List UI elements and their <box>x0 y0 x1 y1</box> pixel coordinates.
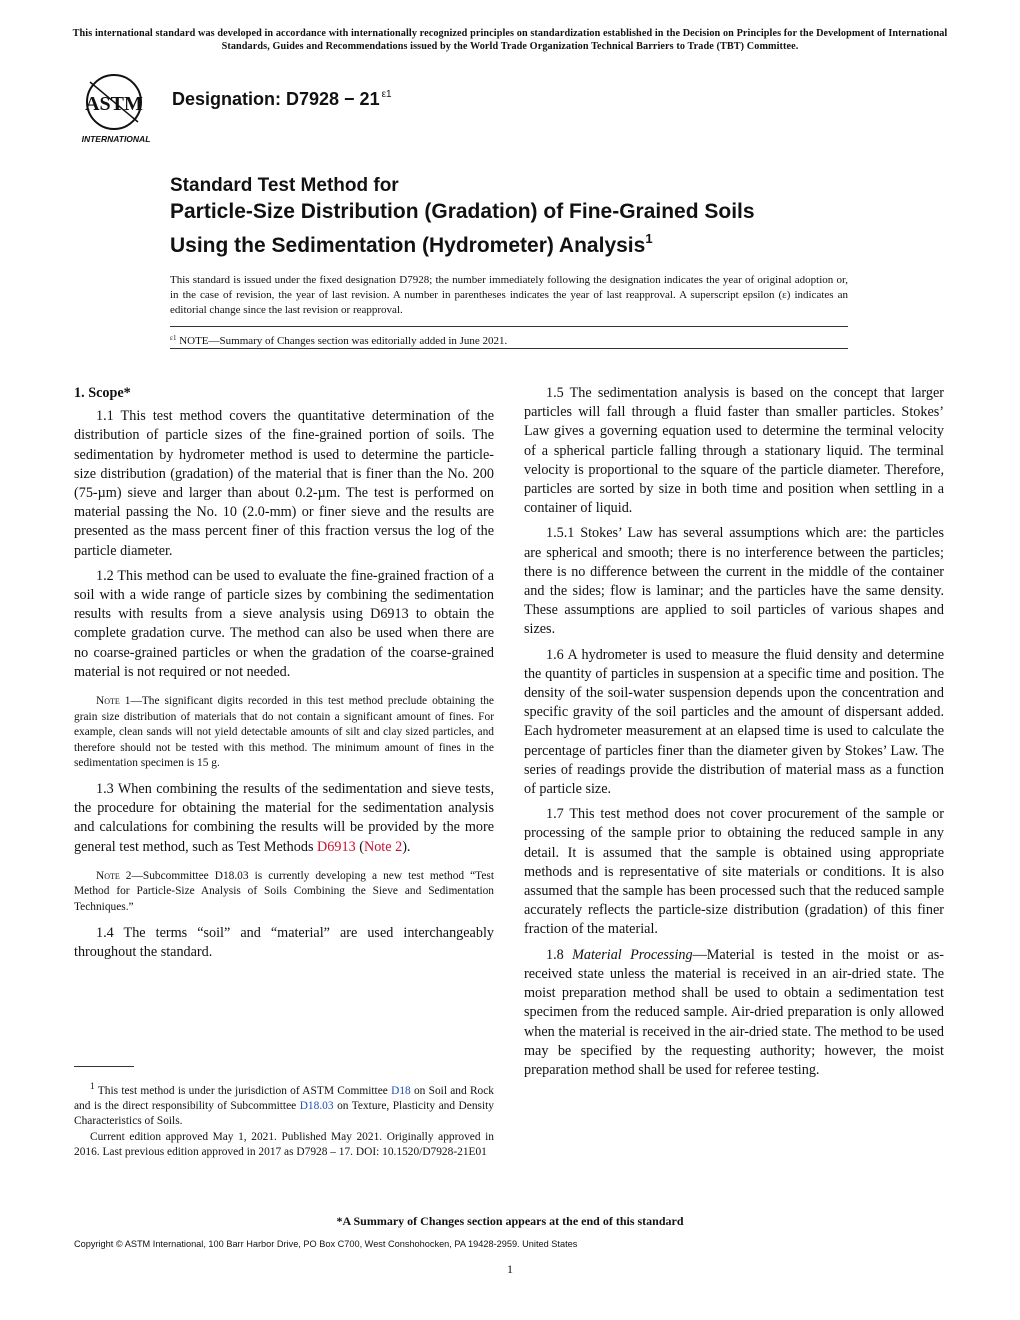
wto-notice: This international standard was developed in accordance with internationally recognized principles on standardization established in the Decision on Principles for the Development of International Standards, Guides and Recommendations issued by the World Trade Organization Technical Barriers to Trade (TBT) Committee. <box>72 28 948 52</box>
paragraph-1-8: 1.8 Material Processing—Material is tested in the moist or as-received state unless the material is received in an air-dried state. The moist preparation method shall be used to obtain a sedimentation test specimen from the reduced sample. Air-dried preparation is only allowed when the material is received in the air-dried state. The method to be used may be specified by the requesting authority; however, the moist preparation method shall be used for referee testing. <box>524 946 945 1078</box>
divider <box>170 348 848 349</box>
note-2: Note 2—Subcommittee D18.03 is currently developing a new test method “Test Method for Particle-Size Analysis of Soils Combining the Sieve and Sedimentation Techniques.” <box>74 869 494 914</box>
link-d6913[interactable]: D6913 <box>317 838 356 855</box>
note-1: Note 1—The significant digits recorded in this test method preclude obtaining the grain size distribution of materials that do not contain a significant amount of fines. For example, clean sands will not yield detectable amounts of silt and clay sized particles, and therefore should not be tested with this method. The minimum amount of fines in the sedimentation specimen is 15 g. <box>74 695 494 770</box>
right-column <box>524 384 944 1086</box>
paragraph-1-6: 1.6 A hydrometer is used to measure the fluid density and determine the quantity of particles in suspension at a specific time and position. The density of the soil-water suspension depends upon the concentration and specific gravity of the soil particles and the amount of dispersant added. Each hydrometer measurement at an elapsed time is used to calculate the percentage of particles finer than the diameter given by Stokes’ Law. The series of readings provide the distribution of material mass as a function of particle size. <box>524 646 944 798</box>
footnote-1: $^1$ This test method is under the jurisdiction of ASTM Committee D18 on Soil and Rock and is the direct responsibility of Subcommittee D18.03 on Texture, Plasticity and Density Characteristics of Soils. <box>74 1082 494 1128</box>
link-d18[interactable]: D18 <box>391 1084 411 1097</box>
paragraph-1-4: 1.4 The terms “soil” and “material” are used interchangeably throughout the standard. <box>74 924 494 960</box>
footnote <box>74 1080 494 1160</box>
logo-subtext: INTERNATIONAL <box>81 134 151 144</box>
left-column <box>74 384 494 968</box>
designation-label: Designation: D7928 − 21 <box>172 89 380 109</box>
copyright: Copyright © ASTM International, 100 Barr Harbor Drive, PO Box C700, West Conshohocken, PA 19428-2959. United States <box>74 1239 578 1249</box>
section-heading-scope: 1. Scope* <box>74 385 131 401</box>
paragraph-1-1: 1.1 This test method covers the quantitative determination of the distribution of particle sizes of the fine-grained portion of soils. The sedimentation by hydrometer method is used to determine the particle-size distribution (gradation) of the material that is finer than the No. 200 (75-µm) sieve and larger than about 0.2-µm. The test is performed on material passing the No. 10 (2.0-mm) or finer sieve and the results are presented as the mass percent finer of this fraction versus the log of the particle diameter. <box>74 408 494 559</box>
summary-of-changes-notice: *A Summary of Changes section appears at the end of this standard <box>336 1214 684 1228</box>
editorial-note: $^{\varepsilon 1}$ NOTE—Summary of Changes section was editorially added in June 2021. <box>170 334 508 347</box>
paragraph-1-5-1: 1.5.1 Stokes’ Law has several assumptions which are: the particles are spherical and smooth; there is no interference between the particles; there is no difference between the current in the middle of the container and the sides; flow is laminar; and the particles have the same density. These assumptions are applied to soil particles of various shapes and sizes. <box>524 525 944 638</box>
designation <box>172 89 392 110</box>
paragraph-1-5: 1.5 The sedimentation analysis is based on the concept that larger particles will fall through a fluid faster than smaller particles. Stokes’ Law gives a governing equation used to determine the terminal velocity of a spherical particle falling through a stationary liquid. The terminal velocity is proportional to the square of the particle diameter. Therefore, particles are sorted by size in both time and position when settling in a container of liquid. <box>524 385 944 517</box>
paragraph-1-2: 1.2 This method can be used to evaluate the fine-grained fraction of a soil with a wide range of particle sizes by combining the sedimentation results with results from a sieve analysis using D6913 to obtain the complete gradation curve. The method can also be used when there are no coarse-grained particles or when the gradation of the coarse-grained material is not required or not needed. <box>74 567 494 680</box>
link-note-2[interactable]: Note 2 <box>363 838 403 855</box>
issued-statement: This standard is issued under the fixed designation D7928; the number immediately following the designation indicates the year of original adoption or, in the case of revision, the year of last revision. A number in parentheses indicates the year of last reapproval. A superscript epsilon (ε) indicates an editorial change since the last revision or reapproval. <box>170 274 848 316</box>
footnote-edition: Current edition approved May 1, 2021. Published May 2021. Originally approved in 2016. Last previous edition approved in 2017 as D7928 – 17. DOI: 10.1520/D7928-21E01 <box>74 1130 494 1158</box>
astm-logo <box>72 72 160 146</box>
title-line-3: Using the Sedimentation (Hydrometer) Analysis$^1$ <box>170 231 653 257</box>
title-line-1: Standard Test Method for <box>170 175 399 196</box>
epsilon-mark: ε1 <box>170 334 177 342</box>
paragraph-1-3: 1.3 When combining the results of the sedimentation and sieve tests, the procedure for obtaining the material for the sedimentation analysis and calculations for combining the results will be provided by the more general test method, such as Test Methods D6913 (Note 2). <box>74 781 494 855</box>
logo-text: ASTM <box>85 93 143 115</box>
page-number: 1 <box>507 1262 513 1276</box>
divider <box>170 326 848 327</box>
footnote-divider <box>74 1066 134 1067</box>
designation-epsilon: ε1 <box>381 89 392 100</box>
title-footnote-mark: 1 <box>645 231 653 246</box>
title-line-2: Particle-Size Distribution (Gradation) of Fine-Grained Soils <box>170 200 755 223</box>
document-title <box>170 174 870 259</box>
link-d18-03[interactable]: D18.03 <box>299 1100 334 1113</box>
paragraph-1-7: 1.7 This test method does not cover procurement of the sample or processing of the sample prior to obtaining the reduced sample in any detail. It is assumed that the sample is obtained using appropriate methods and is representative of site materials or conditions. It is also assumed that the sample has been processed such that the reduced sample accurately reflects the particle-size distribution (gradation) of this finer fraction of the material. <box>524 806 944 938</box>
